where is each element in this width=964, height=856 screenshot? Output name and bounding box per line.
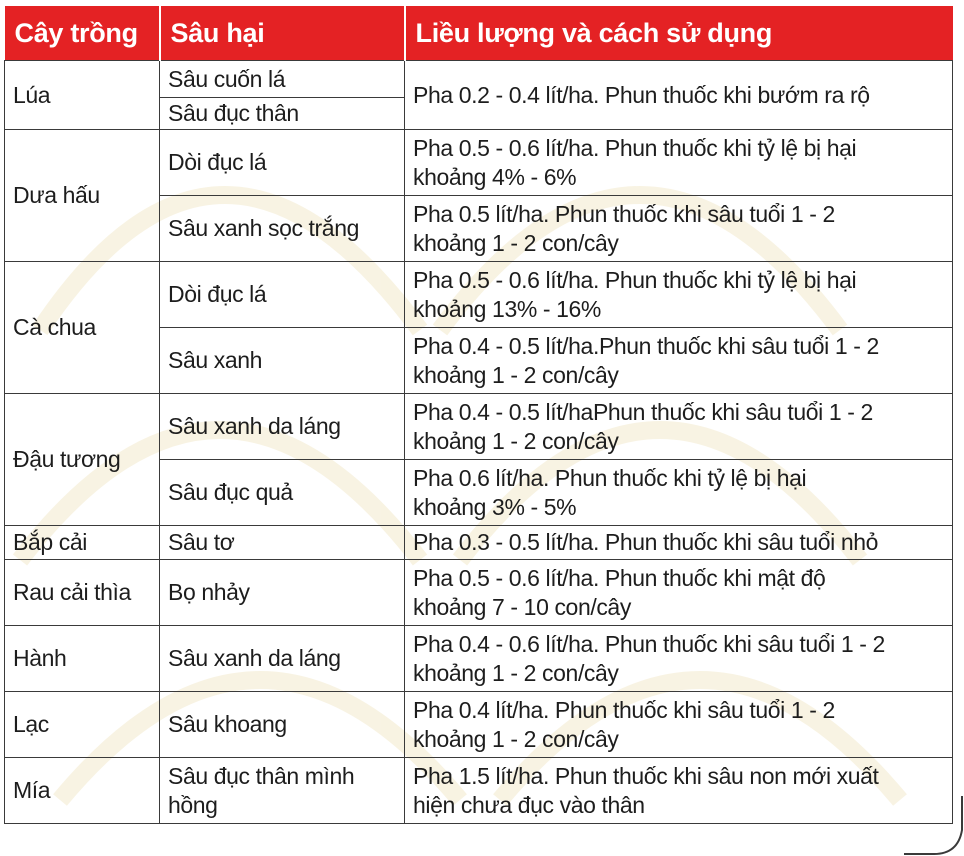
usage-line: khoảng 1 - 2 con/cây [413,427,619,454]
pesticide-usage-table [4,6,953,824]
table-header-row [5,6,953,61]
usage-cell [405,626,953,692]
usage-line: Pha 0.4 lít/ha. Phun thuốc khi sâu tuổi 1 - 2 [413,696,835,723]
usage-cell [405,560,953,626]
usage-line: Pha 0.5 - 0.6 lít/ha. Phun thuốc khi mật độ [413,564,826,591]
pest-cell: Sâu xanh sọc trắng [160,196,405,262]
crop-cell: Bắp cải [5,526,160,560]
pest-cell: Sâu đục thân [160,98,405,130]
header-usage: Liều lượng và cách sử dụng [405,6,953,61]
usage-cell [405,196,953,262]
usage-line: Pha 0.4 - 0.5 lít/haPhun thuốc khi sâu tuổi 1 - 2 [413,398,873,425]
usage-line: Pha 1.5 lít/ha. Phun thuốc khi sâu non mới xuất [413,762,879,789]
usage-cell [405,758,953,824]
usage-cell [405,692,953,758]
usage-line: Pha 0.6 lít/ha. Phun thuốc khi tỷ lệ bị hại [413,464,807,491]
usage-line: Pha 0.5 - 0.6 lít/ha. Phun thuốc khi tỷ lệ bị hại [413,134,857,161]
usage-line: khoảng 3% - 5% [413,493,577,520]
pest-cell: Sâu khoang [160,692,405,758]
pest-cell: Dòi đục lá [160,262,405,328]
table-row [5,692,953,758]
crop-cell: Cà chua [5,262,160,394]
usage-line: Pha 0.4 - 0.6 lít/ha. Phun thuốc khi sâu tuổi 1 - 2 [413,630,885,657]
pest-cell: Sâu xanh da láng [160,626,405,692]
usage-line: hiện chưa đục vào thân [413,791,645,818]
rounded-corner-decoration [904,796,964,856]
usage-line: Pha 0.5 - 0.6 lít/ha. Phun thuốc khi tỷ lệ bị hại [413,266,857,293]
usage-line: khoảng 1 - 2 con/cây [413,361,619,388]
crop-cell: Đậu tương [5,394,160,526]
pest-cell: Sâu xanh da láng [160,394,405,460]
usage-line: khoảng 1 - 2 con/cây [413,659,619,686]
usage-cell [405,262,953,328]
crop-cell: Lạc [5,692,160,758]
usage-cell: Pha 0.2 - 0.4 lít/ha. Phun thuốc khi bướm ra rộ [405,61,953,130]
header-crop: Cây trồng [5,6,160,61]
usage-cell [405,328,953,394]
usage-line: Pha 0.5 lít/ha. Phun thuốc khi sâu tuổi 1 - 2 [413,200,835,227]
table-row [5,626,953,692]
pest-cell: Sâu đục thân mình hồng [160,758,405,824]
crop-cell: Mía [5,758,160,824]
header-pest: Sâu hại [160,6,405,61]
usage-cell [405,460,953,526]
table-row [5,61,953,98]
usage-line: khoảng 4% - 6% [413,163,577,190]
table-row [5,394,953,460]
crop-cell: Dưa hấu [5,130,160,262]
usage-line: khoảng 7 - 10 con/cây [413,593,631,620]
usage-line: khoảng 13% - 16% [413,295,601,322]
pest-cell: Sâu tơ [160,526,405,560]
pest-cell: Dòi đục lá [160,130,405,196]
usage-line: khoảng 1 - 2 con/cây [413,229,619,256]
usage-line: khoảng 1 - 2 con/cây [413,725,619,752]
table-row [5,262,953,328]
usage-cell [405,130,953,196]
usage-line: Pha 0.3 - 0.5 lít/ha. Phun thuốc khi sâu tuổi nhỏ [413,529,879,555]
table-row [5,560,953,626]
crop-cell: Hành [5,626,160,692]
pest-cell: Sâu xanh [160,328,405,394]
table-row [5,758,953,824]
pest-cell: Sâu đục quả [160,460,405,526]
usage-cell [405,526,953,560]
usage-cell [405,394,953,460]
table-row [5,130,953,196]
pest-cell: Bọ nhảy [160,560,405,626]
crop-cell: Rau cải thìa [5,560,160,626]
table-row [5,526,953,560]
pest-cell: Sâu cuốn lá [160,61,405,98]
usage-line: Pha 0.4 - 0.5 lít/ha.Phun thuốc khi sâu tuổi 1 - 2 [413,332,879,359]
crop-cell: Lúa [5,61,160,130]
